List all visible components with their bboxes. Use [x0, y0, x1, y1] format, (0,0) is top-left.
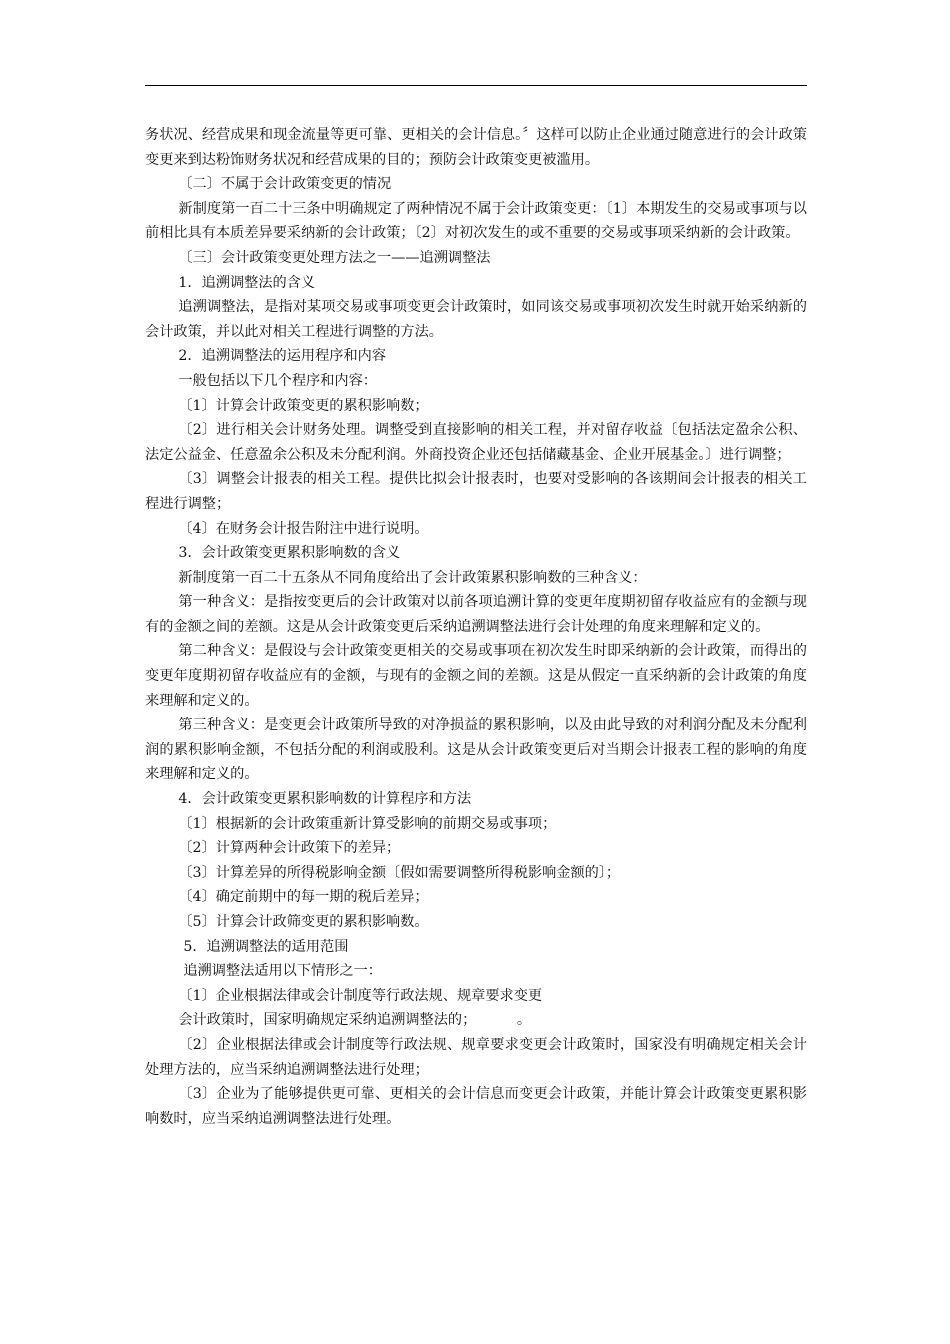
- list-item-continuation: 会计政策时，国家明确规定采纳追溯调整法的； 。: [178, 1012, 532, 1029]
- list-item: 〔2〕计算两种会计政策下的差异；: [178, 840, 401, 857]
- document-body: [145, 123, 807, 1131]
- paragraph: 第一种含义：是指按变更后的会计政策对以前各项追溯计算的变更年度期初留存收益应有的金额与现有的金额之间的差额。这是从会计政策变更后采纳追溯调整法进行会计处理的角度来理解和定义的。: [145, 594, 807, 635]
- paragraph: 追溯调整法，是指对某项交易或事项变更会计政策时，如同该交易或事项初次发生时就开始采纳新的会计政策，并以此对相关工程进行调整的方法。: [145, 299, 807, 340]
- paragraph: 新制度第一百二十三条中明确规定了两种情况不属于会计政策变更：〔1〕本期发生的交易或事项与以前相比具有本质差异要采纳新的会计政策；〔2〕对初次发生的或不重要的交易或事项采纳新的会计政策。: [145, 200, 807, 242]
- list-item: 〔2〕企业根据法律或会计制度等行政法规、规章要求变更会计政策时，国家没有明确规定相关会计处理方法的，应当采纳追溯调整法进行处理；: [145, 1036, 807, 1078]
- section-heading: 〔二〕不属于会计政策变更的情况: [178, 176, 392, 193]
- header-rule: [145, 85, 807, 86]
- subsection-heading: 1．追溯调整法的含义: [178, 274, 316, 291]
- section-heading: 〔三〕会计政策变更处理方法之一——追溯调整法: [178, 249, 491, 266]
- list-item: 〔1〕根据新的会计政策重新计算受影响的前期交易或事项；: [178, 815, 557, 832]
- subsection-heading: 3．会计政策变更累积影响数的含义: [178, 545, 401, 562]
- paragraph: 务状况、经营成果和现金流量等更可靠、更相关的会计信息。〞这样可以防止企业通过随意进行的会计政策变更来到达粉饰财务状况和经营成果的目的；预防会计政策变更被滥用。: [145, 127, 807, 168]
- subsection-heading: 2．追溯调整法的运用程序和内容: [178, 348, 387, 365]
- paragraph: 追溯调整法适用以下情形之一：: [183, 963, 382, 980]
- paragraph: 第三种含义：是变更会计政策所导致的对净损益的累积影响，以及由此导致的对利润分配及未分配利润的累积影响金额，不包括分配的利润或股利。这是从会计政策变更后对当期会计报表工程的影响的角度来理解和定义的。: [145, 717, 807, 783]
- list-item: 〔2〕进行相关会计财务处理。调整受到直接影响的相关工程，并对留存收益〔包括法定盈余公积、法定公益金、任意盈余公积及未分配利润。外商投资企业还包括储藏基金、企业开展基金。〕进行调整；: [145, 422, 807, 463]
- subsection-heading: 4．会计政策变更累积影响数的计算程序和方法: [178, 791, 472, 808]
- list-item: 〔3〕企业为了能够提供更可靠、更相关的会计信息而变更会计政策，并能计算会计政策变更累积影响数时，应当采纳追溯调整法进行处理。: [145, 1086, 807, 1127]
- list-item: 〔1〕计算会计政策变更的累积影响数；: [178, 397, 429, 414]
- paragraph: 第二种含义：是假设与会计政策变更相关的交易或事项在初次发生时即采纳新的会计政策，而得出的变更年度期初留存收益应有的金额，与现有的金额之间的差额。这是从假定一直采纳新的会计政策的角度来理解和定义的。: [145, 643, 807, 709]
- paragraph: 一般包括以下几个程序和内容：: [178, 372, 377, 389]
- list-item: 〔5〕计算会计政筛变更的累积影响数。: [178, 914, 429, 930]
- subsection-heading: 5．追溯调整法的适用范围: [183, 938, 349, 955]
- list-item: 〔4〕确定前期中的每一期的税后差异；: [178, 889, 429, 906]
- list-item: 〔4〕在财务会计报告附注中进行说明。: [178, 520, 429, 537]
- list-item: 〔3〕调整会计报表的相关工程。提供比拟会计报表时，也要对受影响的各该期间会计报表的相关工程进行调整；: [145, 471, 807, 512]
- list-item: 〔1〕企业根据法律或会计制度等行政法规、规章要求变更: [178, 987, 543, 1004]
- list-item: 〔3〕计算差异的所得税影响金额〔假如需要调整所得税影响金额的〕；: [178, 864, 621, 881]
- paragraph: 新制度第一百二十五条从不同角度给出了会计政策累积影响数的三种含义：: [178, 569, 647, 586]
